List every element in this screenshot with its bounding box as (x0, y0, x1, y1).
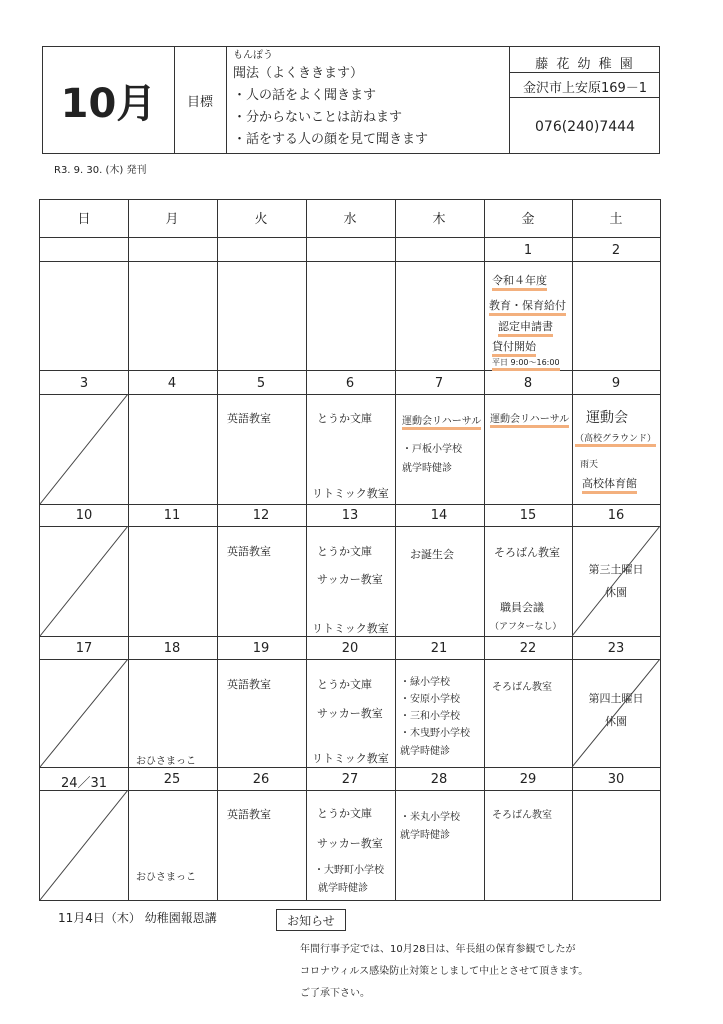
goal-item: ・分からないことは訪ねます (233, 110, 403, 125)
school-info (509, 47, 660, 153)
weekday-sat: 土 (609, 212, 623, 227)
closed-day-slash (40, 659, 128, 767)
notice-title: お知らせ (276, 909, 346, 931)
header-box (42, 46, 660, 154)
day-number: 6 (345, 376, 355, 391)
closed-day-slash (40, 526, 128, 636)
notice-line: 年間行事予定では、10月28日は、年長組の保育参観でしたが (300, 944, 576, 955)
event-item: とうか文庫 (317, 412, 372, 425)
event-item: おひさまっこ (136, 756, 196, 767)
notice-line: コロナウィルス感染防止対策としまして中止とさせて頂きます。 (300, 966, 589, 977)
day-number: 25 (163, 772, 181, 787)
weekday-thu: 木 (432, 212, 446, 227)
closed-day-label: 休園 (605, 715, 627, 728)
month-title: 10月 (43, 47, 175, 153)
closed-day-slash (40, 790, 128, 900)
event-item: 英語教室 (227, 545, 271, 558)
event-item: 平日 9:00〜16:00 (492, 357, 560, 371)
event-item: リトミック教室 (312, 487, 389, 500)
event-item: お誕生会 (410, 548, 454, 561)
closed-day-label: 休園 (605, 586, 627, 599)
goal-body (233, 49, 543, 151)
goal-reading: もんぽう (233, 50, 273, 61)
event-item: とうか文庫 (317, 807, 372, 820)
event-item: 英語教室 (227, 412, 271, 425)
day-number: 5 (256, 376, 266, 391)
event-item: そろばん教室 (492, 810, 552, 821)
day-number: 3 (79, 376, 89, 391)
day-number: 29 (519, 772, 537, 787)
day-number: 15 (519, 508, 537, 523)
event-item: 教育・保育給付 (489, 297, 566, 316)
event-item: 運動会リハーサル (490, 410, 569, 428)
day-number: 10 (75, 508, 93, 523)
weekday-wed: 水 (343, 212, 357, 227)
day-number: 18 (163, 641, 181, 656)
day-number: 11 (163, 508, 181, 523)
day-number: 23 (607, 641, 625, 656)
day-number: 22 (519, 641, 537, 656)
event-item: 就学時健診 (400, 830, 450, 841)
event-item: リトミック教室 (312, 622, 389, 635)
goal-item: ・人の話をよく聞きます (233, 88, 377, 103)
event-item: ・戸板小学校 (402, 444, 462, 455)
closed-day-slash (572, 526, 660, 636)
event-item: 認定申請書 (498, 318, 553, 337)
goal-title: 聞法（よくききます） (233, 66, 364, 81)
day-number: 19 (252, 641, 270, 656)
event-item: 就学時健診 (402, 463, 452, 474)
goal-label: 目標 (174, 47, 227, 153)
event-item: ・安原小学校 (400, 694, 460, 705)
event-item: 運動会 (586, 410, 628, 426)
day-number: 8 (523, 376, 533, 391)
event-item: リトミック教室 (312, 752, 389, 765)
event-item: そろばん教室 (494, 546, 560, 559)
day-number: 14 (430, 508, 448, 523)
day-number: 17 (75, 641, 93, 656)
event-item: 就学時健診 (318, 883, 368, 894)
event-item: ・米丸小学校 (400, 812, 460, 823)
goal-item: ・話をする人の顔を見て聞きます (233, 132, 429, 147)
event-item: そろばん教室 (492, 682, 552, 693)
event-item: 貸付開始 (492, 338, 536, 357)
notice-line: ご了承下さい。 (300, 988, 370, 999)
day-number: 20 (341, 641, 359, 656)
weekday-tue: 火 (254, 212, 268, 227)
school-address: 金沢市上安原169－1 (522, 81, 648, 96)
event-item: サッカー教室 (317, 837, 383, 850)
day-number: 28 (430, 772, 448, 787)
event-item: 運動会リハーサル (402, 412, 481, 430)
event-item: とうか文庫 (317, 678, 372, 691)
event-item: 令和４年度 (492, 272, 547, 291)
footer-note: 11月4日（木） 幼稚園報恩講 (58, 911, 217, 925)
day-number: 9 (611, 376, 621, 391)
event-item: ・三和小学校 (400, 711, 460, 722)
event-item: ・緑小学校 (400, 677, 450, 688)
event-item: 職員会議 (500, 601, 544, 614)
school-name: 藤 花 幼 稚 園 (535, 57, 635, 72)
day-number: 4 (167, 376, 177, 391)
closed-day-label: 第三土曜日 (588, 563, 644, 576)
closed-day-slash (40, 394, 128, 504)
event-item: 高校体育館 (582, 475, 637, 494)
event-item: （高校グラウンド） (575, 431, 656, 447)
day-number: 1 (523, 243, 533, 258)
day-number: 13 (341, 508, 359, 523)
weekday-sun: 日 (77, 212, 91, 227)
event-item: 英語教室 (227, 678, 271, 691)
event-item: （アフターなし） (490, 622, 562, 632)
day-number: 30 (607, 772, 625, 787)
day-number: 27 (341, 772, 359, 787)
weekday-fri: 金 (521, 212, 535, 227)
day-number: 16 (607, 508, 625, 523)
closed-day-slash (572, 659, 660, 767)
event-item: おひさまっこ (136, 872, 196, 883)
calendar-grid (39, 199, 661, 901)
issued-date: R3. 9. 30. (木) 発刊 (54, 165, 147, 176)
event-item: とうか文庫 (317, 545, 372, 558)
day-number: 12 (252, 508, 270, 523)
event-item: 英語教室 (227, 808, 271, 821)
day-number: 7 (434, 376, 444, 391)
day-number: 24／31 (60, 776, 108, 791)
event-item: ・木曳野小学校 (400, 728, 470, 739)
closed-day-label: 第四土曜日 (588, 692, 644, 705)
event-item: 雨天 (580, 460, 599, 470)
event-item: ・大野町小学校 (314, 865, 384, 876)
school-phone: 076(240)7444 (535, 119, 635, 135)
day-number: 2 (611, 243, 621, 258)
event-item: 就学時健診 (400, 746, 450, 757)
event-item: サッカー教室 (317, 573, 383, 586)
weekday-mon: 月 (165, 212, 179, 227)
day-number: 21 (430, 641, 448, 656)
event-item: サッカー教室 (317, 707, 383, 720)
day-number: 26 (252, 772, 270, 787)
